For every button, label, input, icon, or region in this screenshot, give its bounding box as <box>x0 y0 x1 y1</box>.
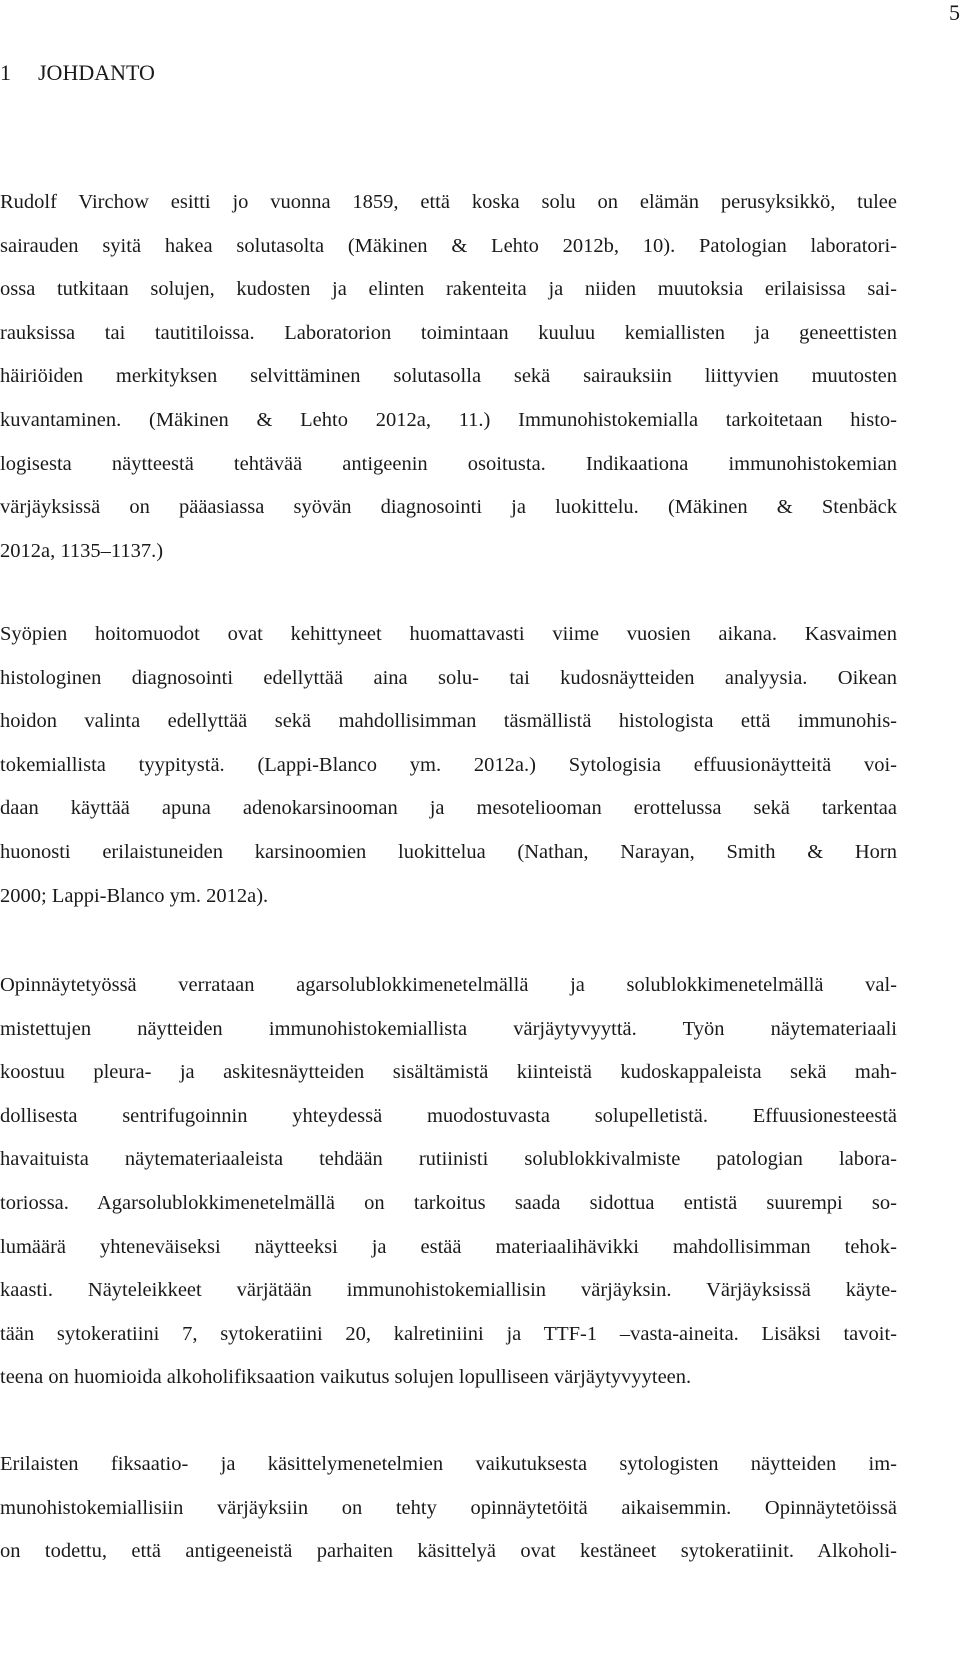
paragraph-line: tokemiallista tyypitystä. (Lappi-Blanco ym. 2012a.) Sytologisia effuusionäytteitä voi- <box>0 753 897 776</box>
paragraph-line: havaituista näytemateriaaleista tehdään rutiinisti solublokkivalmiste patologian labora- <box>0 1148 897 1171</box>
paragraph-line: 2012a, 1135–1137.) <box>0 539 164 562</box>
chapter-title: JOHDANTO <box>38 60 155 85</box>
paragraph-line: dollisesta sentrifugoinnin yhteydessä muodostuvasta solupelletistä. Effuusionesteestä <box>0 1104 897 1127</box>
paragraph-line: värjäyksissä on pääasiassa syövän diagnosointi ja luokittelu. (Mäkinen & Stenbäck <box>0 496 897 519</box>
paragraph-line: histologinen diagnosointi edellyttää aina solu- tai kudosnäytteiden analyysia. Oikean <box>0 666 897 689</box>
chapter-heading <box>0 60 155 86</box>
paragraph-line: tään sytokeratiini 7, sytokeratiini 20, kalretiniini ja TTF-1 –vasta-aineita. Lisäksi tavoit- <box>0 1322 897 1345</box>
paragraph-line: on todettu, että antigeeneistä parhaiten käsittelyä ovat kestäneet sytokeratiinit. Alkoholi- <box>0 1540 897 1563</box>
paragraph-line: mistettujen näytteiden immunohistokemiallista värjäytyvyyttä. Työn näytemateriaali <box>0 1017 897 1040</box>
chapter-number: 1 <box>0 60 11 85</box>
paragraph-line: Erilaisten fiksaatio- ja käsittelymenetelmien vaikutuksesta sytologisten näytteiden im- <box>0 1453 897 1475</box>
paragraph-line: 2000; Lappi-Blanco ym. 2012a). <box>0 884 269 907</box>
paragraph-line: lumäärä yhteneväiseksi näytteeksi ja estää materiaalihävikki mahdollisimman tehok- <box>0 1235 897 1258</box>
paragraph-line: koostuu pleura- ja askitesnäytteiden sisältämistä kiinteistä kudoskappaleista sekä mah- <box>0 1061 897 1084</box>
paragraph-line: rauksissa tai tautitiloissa. Laboratorion toimintaan kuuluu kemiallisten ja geneettisten <box>0 321 897 344</box>
paragraph-line: daan käyttää apuna adenokarsinooman ja mesoteliooman erottelussa sekä tarkentaa <box>0 797 897 820</box>
paragraph-line: sairauden syitä hakea solutasolta (Mäkinen & Lehto 2012b, 10). Patologian laboratori- <box>0 234 897 257</box>
paragraph-line: Opinnäytetyössä verrataan agarsolublokkimenetelmällä ja solublokkimenetelmällä val- <box>0 974 897 996</box>
paragraph-line: ossa tutkitaan solujen, kudosten ja elinten rakenteita ja niiden muutoksia erilaisissa sai- <box>0 278 897 301</box>
paragraph-line: häiriöiden merkityksen selvittäminen solutasolla sekä sairauksiin liittyvien muutosten <box>0 365 897 388</box>
paragraph-line: Rudolf Virchow esitti jo vuonna 1859, että koska solu on elämän perusyksikkö, tulee <box>0 191 897 213</box>
paragraph-line: hoidon valinta edellyttää sekä mahdollisimman täsmällistä histologista että immunohis- <box>0 710 897 733</box>
paragraph-line: Syöpien hoitomuodot ovat kehittyneet huomattavasti viime vuosien aikana. Kasvaimen <box>0 623 897 645</box>
paragraph-line: munohistokemiallisiin värjäyksiin on tehty opinnäytetöitä aikaisemmin. Opinnäytetöissä <box>0 1496 897 1519</box>
paragraph-line: kaasti. Näyteleikkeet värjätään immunohistokemiallisin värjäyksin. Värjäyksissä käyte- <box>0 1279 897 1302</box>
paragraph-line: teena on huomioida alkoholifiksaation vaikutus solujen lopulliseen värjäytyvyyteen. <box>0 1366 692 1389</box>
paragraph-line: huonosti erilaistuneiden karsinoomien luokittelua (Nathan, Narayan, Smith & Horn <box>0 841 897 863</box>
paragraph-line: toriossa. Agarsolublokkimenetelmällä on tarkoitus saada sidottua entistä suurempi so- <box>0 1192 897 1214</box>
page-number: 5 <box>949 0 960 25</box>
paragraph-line: kuvantaminen. (Mäkinen & Lehto 2012a, 11.) Immunohistokemialla tarkoitetaan histo- <box>0 409 897 431</box>
paragraph-line: logisesta näytteestä tehtävää antigeenin osoitusta. Indikaationa immunohistokemian <box>0 452 897 475</box>
